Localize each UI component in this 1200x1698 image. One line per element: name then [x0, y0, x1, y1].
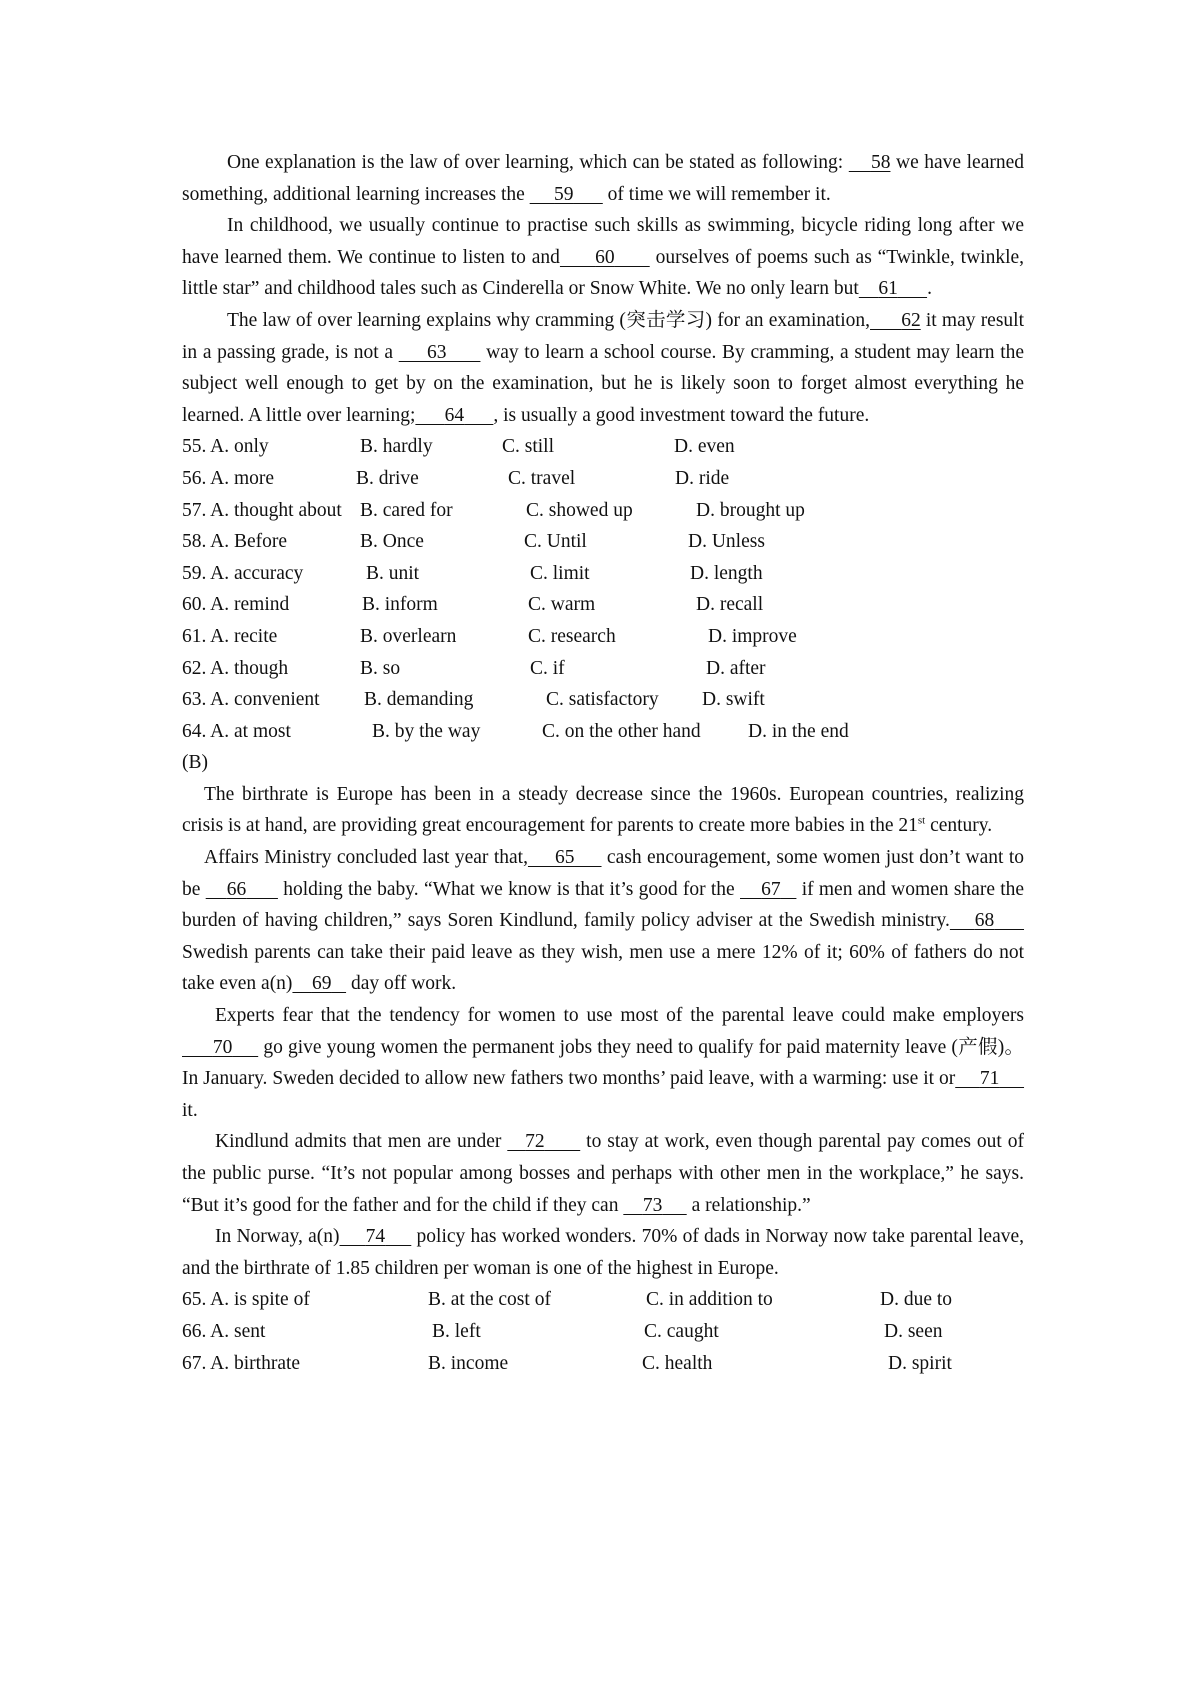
option-row-64: 64. A. at most B. by the way C. on the other hand D. in the end: [182, 720, 849, 742]
blank-71: 71: [979, 1068, 1000, 1090]
blank-68: 68: [974, 910, 995, 932]
option-row-63: 63. A. convenient B. demanding C. satisfactory D. swift: [182, 689, 765, 711]
blank-70: 70: [212, 1036, 233, 1058]
blank-73: 73: [642, 1194, 663, 1216]
paragraph: Experts fear that the tendency for women to use most of the parental leave could make employers 70 go give young women the permanent jobs they need to qualify for paid maternity leave (产假)。In January. Sweden decided to allow new fathers two months’ paid leave, with a warming: use it or 71 it.: [182, 1005, 1025, 1121]
paragraph: One explanation is the law of over learning, which can be stated as following: 58 we have learned something, additional learning increases the 59 of time we will remember it.: [182, 152, 1025, 205]
option-row-60: 60. A. remind B. inform C. warm D. recall: [182, 594, 764, 616]
blank-59: 59: [554, 183, 574, 205]
blank-65: 65: [554, 847, 575, 869]
blank-63: 63: [427, 341, 447, 363]
paragraph: The birthrate is Europe has been in a steady decrease since the 1960s. European countries, realizing crisis is at hand, are providing great encouragement for parents to create more babies in the 21st century.: [182, 783, 1024, 837]
option-row-62: 62. A. though B. so C. if D. after: [182, 657, 766, 679]
blank-69: 69: [311, 973, 332, 995]
blank-67: 67: [761, 878, 781, 900]
option-row-67: 67. A. birthrate B. income C. health D. spirit: [182, 1352, 952, 1374]
option-row-58: 58. A. Before B. Once C. Until D. Unless: [182, 531, 765, 553]
option-row-55: 55. A. only B. hardly C. still D. even: [182, 436, 735, 458]
paragraph: Kindlund admits that men are under 72 to stay at work, even though parental pay comes out of the public purse. “It’s not popular among bosses and perhaps with other men in the workplace,” he says. “But it’s good for the father and for the child if they can 73 a relationship.”: [182, 1131, 1025, 1216]
option-row-56: 56. A. more B. drive C. travel D. ride: [182, 467, 730, 489]
paragraph: In Norway, a(n) 74 policy has worked wonders. 70% of dads in Norway now take parental leave, and the birthrate of 1.85 children per woman is one of the highest in Europe.: [182, 1226, 1025, 1279]
blank-61: 61: [878, 278, 898, 300]
blank-58: 58: [870, 152, 891, 173]
blank-64: 64: [444, 404, 465, 426]
option-row-59: 59. A. accuracy B. unit C. limit D. length: [182, 562, 763, 584]
paragraph: In childhood, we usually continue to practise such skills as swimming, bicycle riding long after we have learned them. We continue to listen to and 60 ourselves of poems such as “Twinkle, twinkle, little star” and childhood tales such as Cinderella or Snow White. We no only learn but 61 .: [182, 215, 1025, 300]
blank-72: 72: [525, 1131, 545, 1153]
blank-60: 60: [595, 246, 615, 268]
paragraph: The law of over learning explains why cramming (突击学习) for an examination, 62 it may result in a passing grade, is not a 63 way to learn a school course. By cramming, a student may learn the subject well enough to get by on the examination, but he is likely soon to forget almost everything he learned. A little over learning; 64 , is usually a good investment toward the future.: [182, 309, 1025, 426]
blank-66: 66: [226, 878, 247, 900]
option-row-57: 57. A. thought about B. cared for C. showed up D. brought up: [182, 499, 805, 521]
section-heading: (B): [182, 752, 208, 774]
exam-page: [182, 147, 1024, 1379]
blank-74: 74: [365, 1226, 386, 1248]
option-row-61: 61. A. recite B. overlearn C. research D. improve: [182, 625, 797, 647]
option-row-65: 65. A. is spite of B. at the cost of C. in addition to D. due to: [182, 1289, 953, 1311]
option-row-66: 66. A. sent B. left C. caught D. seen: [182, 1320, 943, 1342]
paragraph: Affairs Ministry concluded last year that, 65 cash encouragement, some women just don’t want to be 66 holding the baby. “What we know is that it’s good for the 67 if men and women share the burden of having children,” says Soren Kindlund, family policy adviser at the Swedish ministry. 68 Swedish parents can take their paid leave as they wish, men use a mere 12% of it; 60% of fathers do not take even a(n) 69 day off work.: [182, 847, 1025, 995]
blank-62: 62: [901, 309, 921, 331]
